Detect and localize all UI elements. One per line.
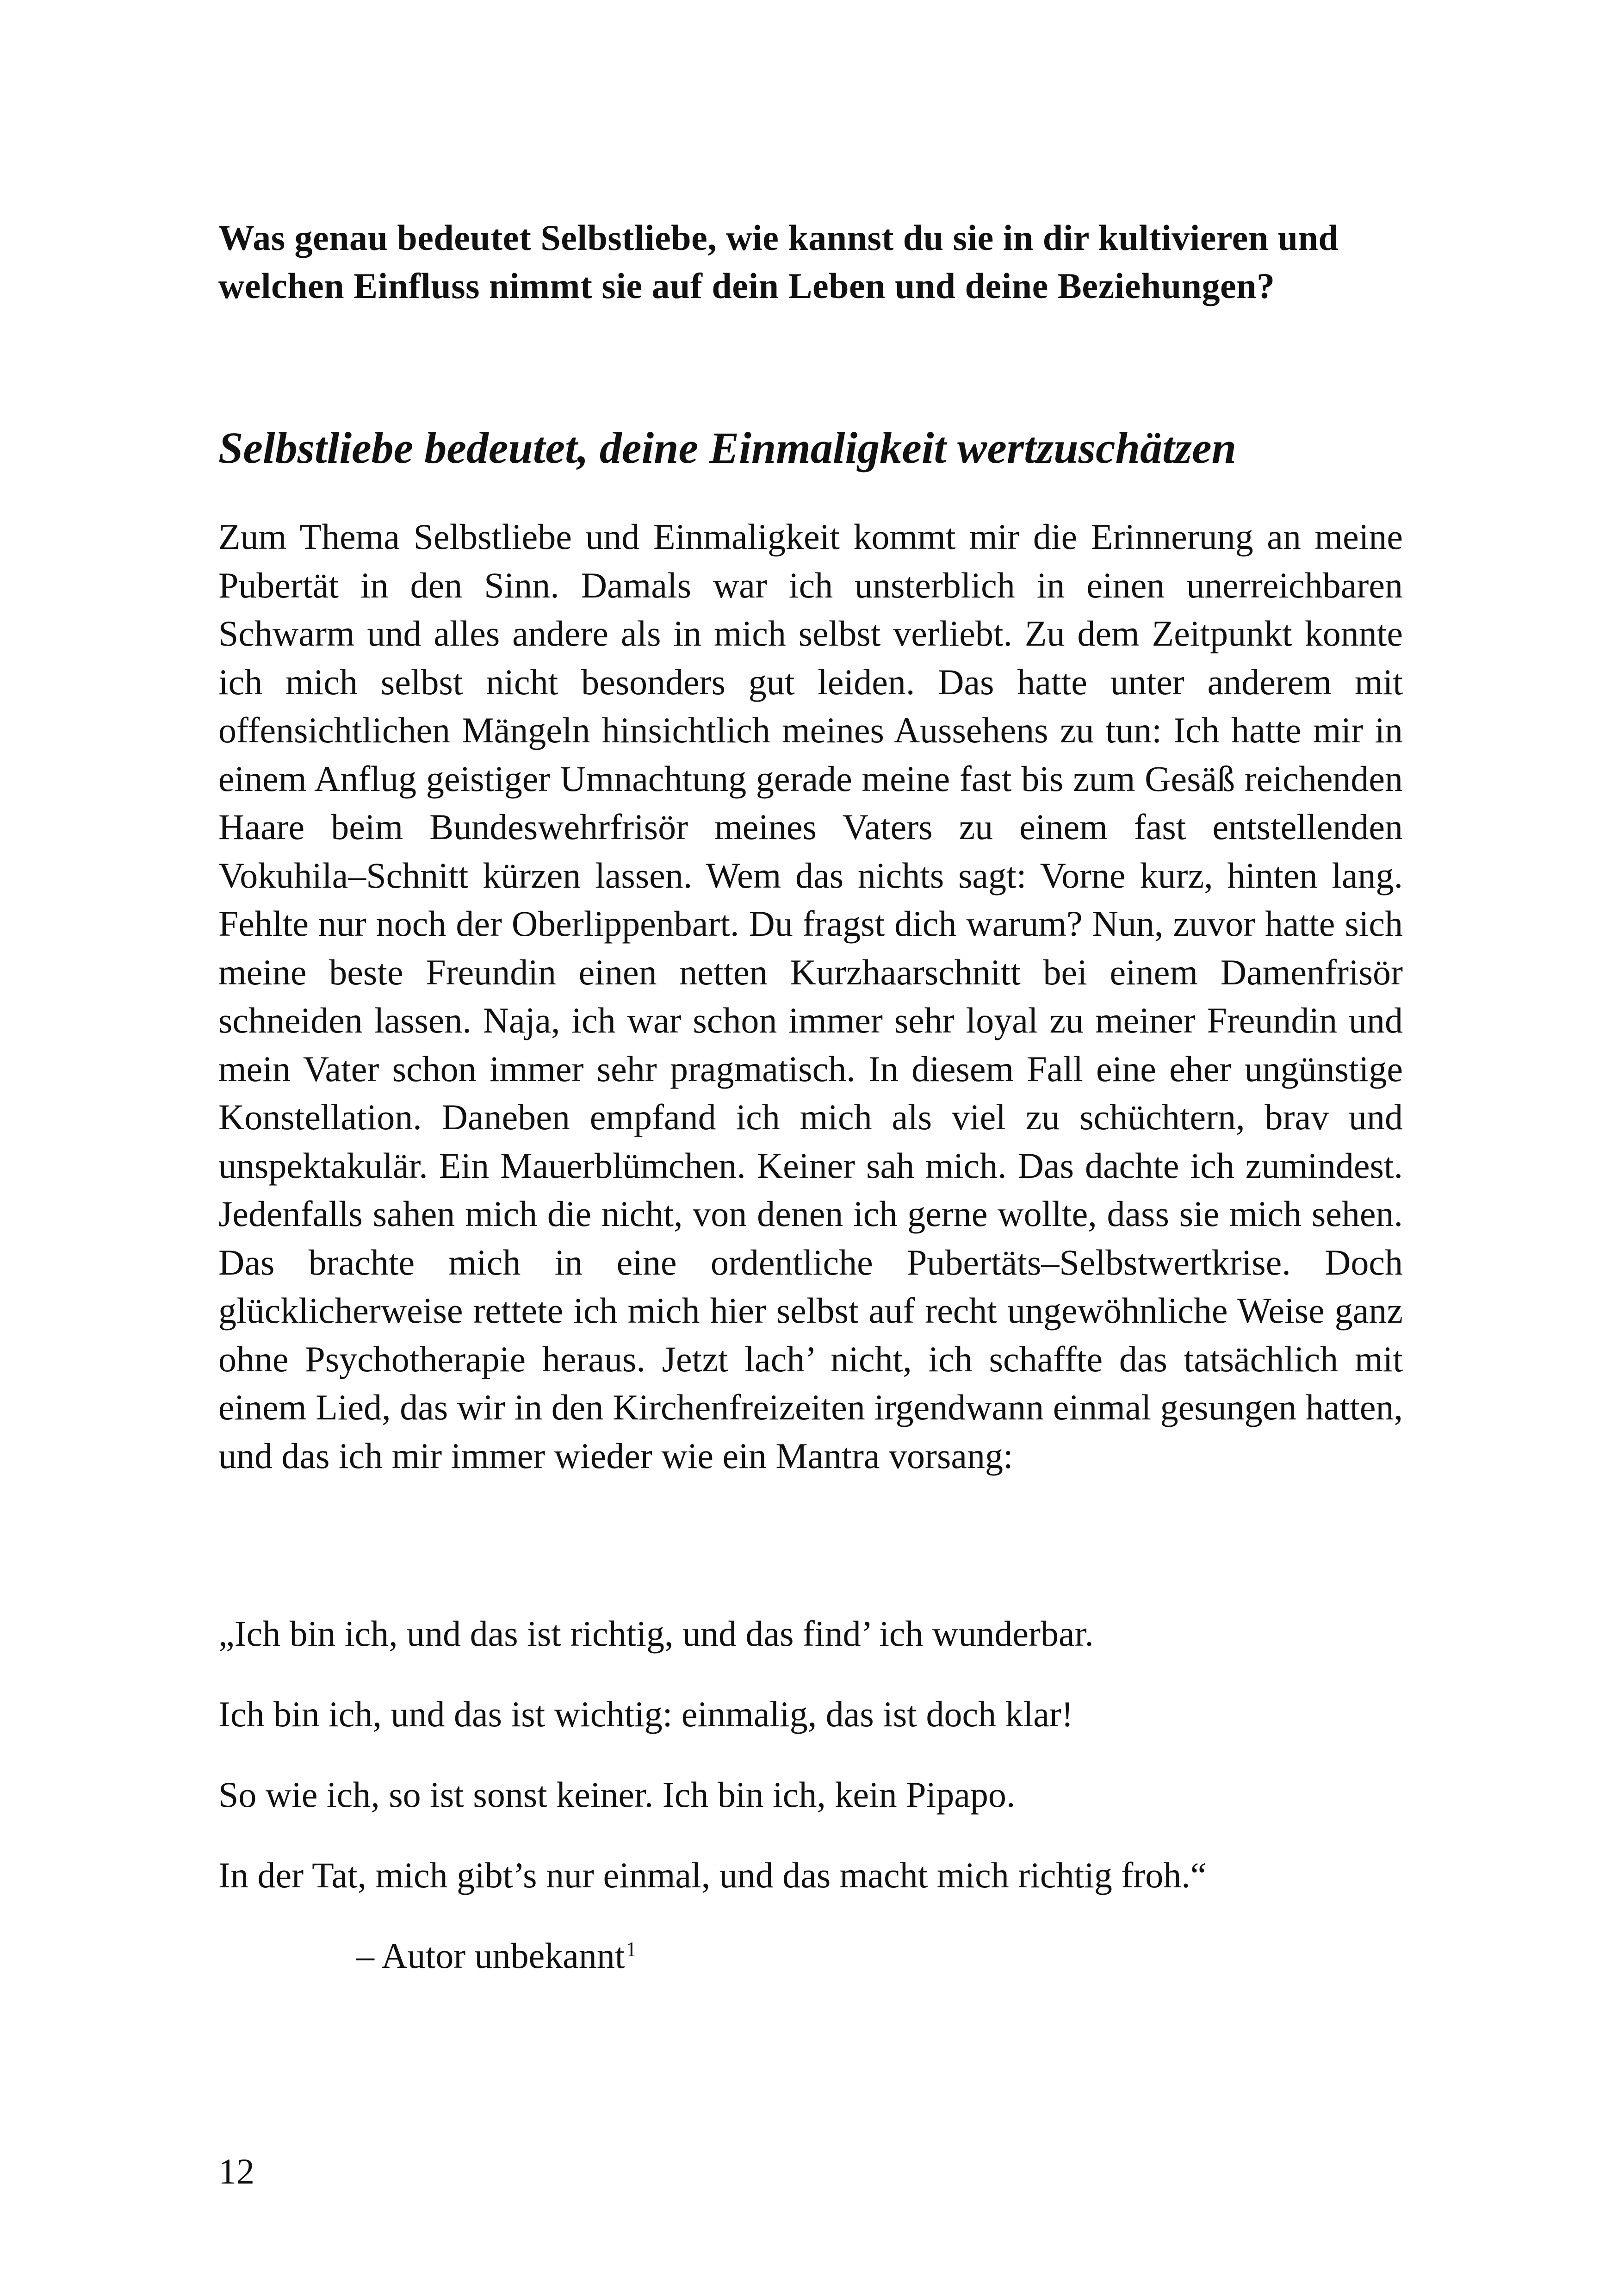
page-number: 12: [218, 2151, 254, 2191]
footnote-marker[interactable]: 1: [626, 1937, 637, 1961]
song-verse-line: Ich bin ich, und das ist wichtig: einmalig, das ist doch klar!: [218, 1694, 1073, 1734]
song-verse-line: In der Tat, mich gibt’s nur einmal, und das macht mich richtig froh.“: [218, 1855, 1207, 1895]
body-paragraph: Zum Thema Selbstliebe und Einmaligkeit kommt mir die Erinnerung an meine Pubertät in den Sinn. Damals war ich unsterblich in einen unerreichbaren Schwarm und alles andere als in mich selbst verliebt. Zu dem Zeitpunkt konnte ich mich selbst nicht besonders gut leiden. Das hatte unter anderem mit offensichtlichen Mängeln hinsichtlich meines Aussehens zu tun: Ich hatte mir in einem Anflug geistiger Umnachtung gerade meine fast bis zum Gesäß reichenden Haare beim Bundeswehrfrisör meines Vaters zu einem fast entstellenden Vokuhila–Schnitt kürzen lassen. Wem das nichts sagt: Vorne kurz, hinten lang. Fehlte nur noch der Oberlippenbart. Du fragst dich warum? Nun, zuvor hatte sich meine beste Freundin einen netten Kurzhaarschnitt bei einem Damenfrisör schneiden lassen. Naja, ich war schon immer sehr loyal zu meiner Freundin und mein Vater schon immer sehr pragmatisch. In diesem Fall eine eher ungünstige Konstellation. Daneben empfand ich mich als viel zu schüchtern, brav und unspektakulär. Ein Mauerblümchen. Keiner sah mich. Das dachte ich zumindest. Jedenfalls sahen mich die nicht, von denen ich gerne wollte, dass sie mich sehen. Das brachte mich in eine ordentliche Pubertäts–Selbstwertkrise. Doch glücklicherweise rettete ich mich hier selbst auf recht ungewöhnliche Weise ganz ohne Psychotherapie heraus. Jetzt lach’ nicht, ich schaffte das tatsächlich mit einem Lied, das wir in den Kirchenfreizeiten irgendwann einmal gesungen hatten, und das ich mir immer wieder wie ein Mantra vorsang:: [218, 516, 1403, 1476]
attribution-text: – Autor unbekannt: [356, 1935, 625, 1976]
quote-attribution: [356, 1932, 637, 1980]
intro-question: Was genau bedeutet Selbstliebe, wie kannst du sie in dir kultivieren und welchen Einfluss nimmt sie auf dein Leben und deine Beziehungen?: [218, 218, 1339, 306]
song-verse-line: So wie ich, so ist sonst keiner. Ich bin ich, kein Pipapo.: [218, 1774, 1016, 1815]
chapter-title: Selbstliebe bedeutet, deine Einmaligkeit wertzuschätzen: [218, 423, 1236, 473]
song-verse-line: „Ich bin ich, und das ist richtig, und das find’ ich wunderbar.: [218, 1613, 1094, 1654]
